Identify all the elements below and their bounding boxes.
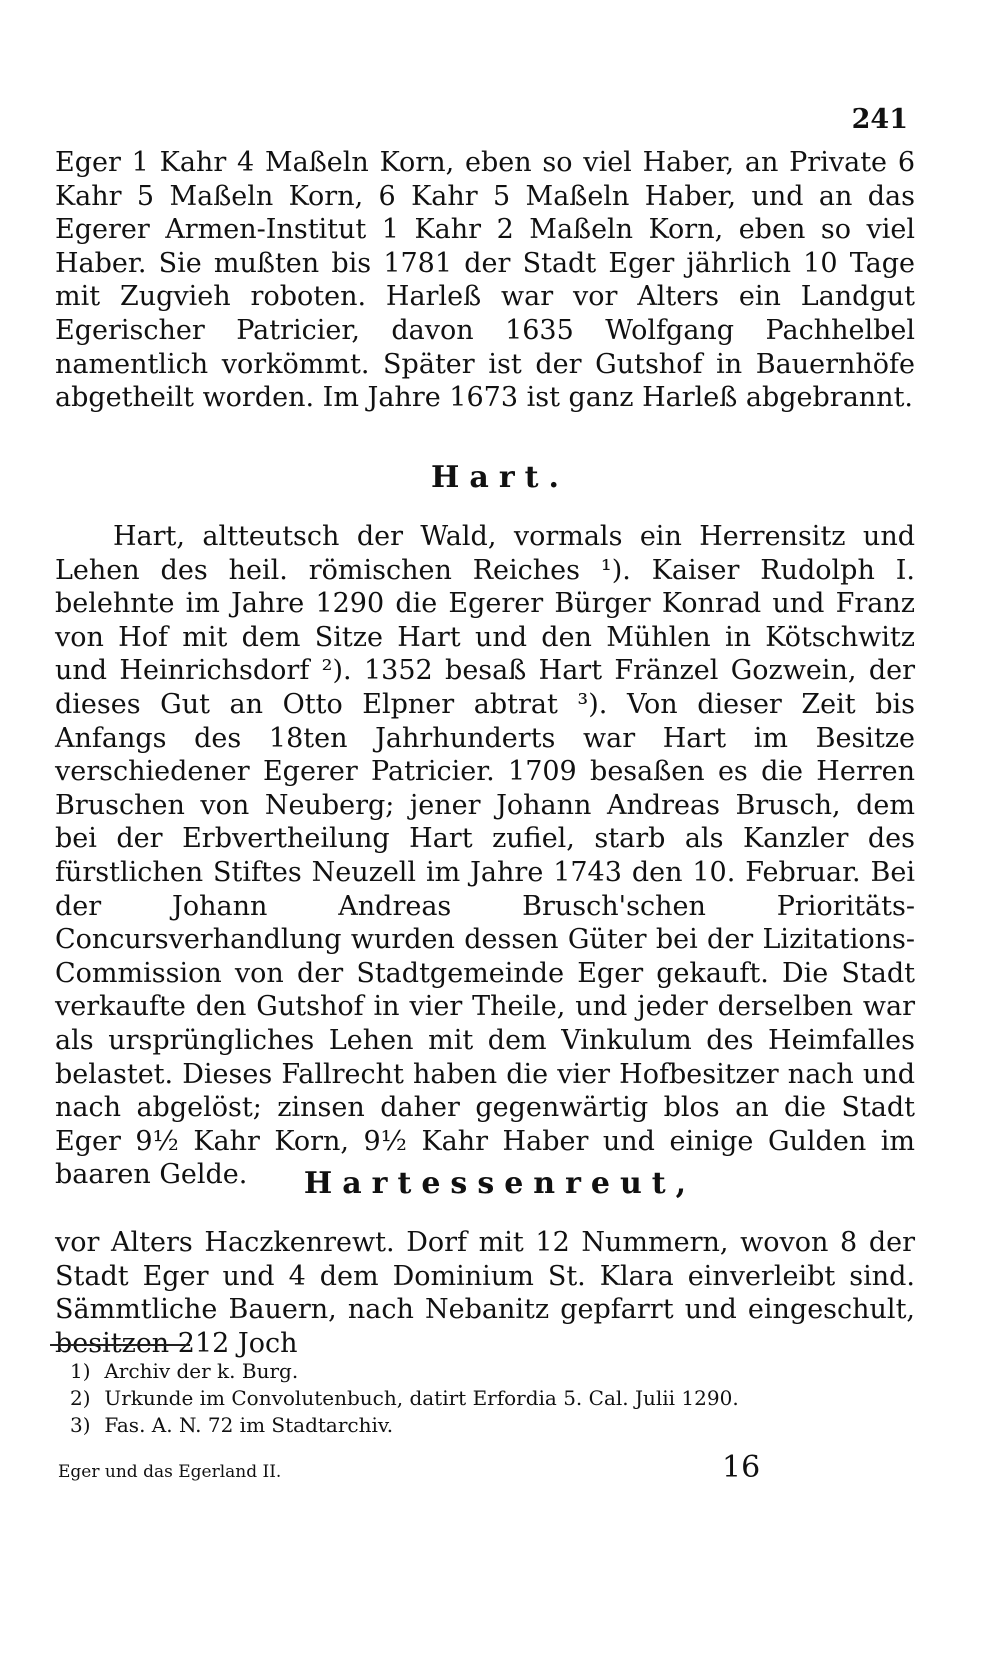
hart-paragraph: Hart, altteutsch der Wald, vormals ein Herrensitz und Lehen des heil. römischen Reiches ¹). Kaiser Rudolph I. belehnte im Jahre 1290 die Egerer Bürger Konrad und Franz von Hof mit dem Sitze Hart und den Mühlen in Kötschwitz und Heinrichsdorf ²). 1352 besaß Hart Fränzel Gozwein, der dieses Gut an Otto Elpner abtrat ³). Von dieser Zeit bis Anfangs des 18ten Jahrhunderts war Hart im Besitze verschiedener Egerer Patricier. 1709 besaßen es die Herren Bruschen von Neuberg; jener Johann Andreas Brusch, dem bei der Erbvertheilung Hart zufiel, starb als Kanzler des fürstlichen Stiftes Neuzell im Jahre 1743 den 10. Februar. Bei der Johann Andreas Brusch'schen Prioritäts-Concursverhandlung wurden dessen Güter bei der Lizitations-Commission von der Stadtgemeinde Eger gekauft. Die Stadt verkaufte den Gutshof in vier Theile, und jeder derselben war als ursprüngliches Lehen mit dem Vinkulum des Heimfalles belastet. Dieses Fallrecht haben die vier Hofbesitzer nach und nach abgelöst; zinsen daher gegenwärtig blos an die Stadt Eger 9½ Kahr Korn, 9½ Kahr Haber und einige Gulden im baaren Gelde. <box>55 521 915 1191</box>
footnotes <box>70 1358 890 1439</box>
footnote-number: 1) <box>70 1359 91 1383</box>
footnote <box>70 1412 890 1439</box>
hart-paragraph-block <box>55 520 915 1192</box>
intro-paragraph: Eger 1 Kahr 4 Maßeln Korn, eben so viel Haber, an Private 6 Kahr 5 Maßeln Korn, 6 Kahr 5 Maßeln Haber, und an das Egerer Armen-Institut 1 Kahr 2 Maßeln Korn, eben so viel Haber. Sie mußten bis 1781 der Stadt Eger jährlich 10 Tage mit Zugvieh roboten. Harleß war vor Alters ein Landgut Egerischer Patricier, davon 1635 Wolfgang Pachhelbel namentlich vorkömmt. Später ist der Gutshof in Bauernhöfe abgetheilt worden. Im Jahre 1673 ist ganz Harleß abgebrannt. <box>55 147 915 414</box>
footnote-number: 2) <box>70 1386 91 1410</box>
page-number: 241 <box>851 104 908 135</box>
signature-line: Eger und das Egerland II. <box>58 1462 282 1482</box>
footnote <box>70 1358 890 1385</box>
section-heading-hartessenreut: Hartessenreut, <box>303 1166 697 1201</box>
sheet-number: 16 <box>722 1450 761 1485</box>
footnote-number: 3) <box>70 1413 91 1437</box>
hartessenreut-paragraph: vor Alters Haczkenrewt. Dorf mit 12 Nummern, wovon 8 der Stadt Eger und 4 dem Dominium St. Klara einverleibt sind. Sämmtliche Bauern, nach Nebanitz gepfarrt und eingeschult, besitzen 212 Joch <box>55 1227 915 1359</box>
hartessenreut-paragraph-block <box>55 1226 915 1360</box>
footnote-text: Urkunde im Convolutenbuch, datirt Erfordia 5. Cal. Julii 1290. <box>104 1386 739 1410</box>
footnote-divider <box>50 1344 190 1346</box>
footnote <box>70 1385 890 1412</box>
footnote-text: Archiv der k. Burg. <box>104 1359 299 1383</box>
intro-paragraph-block <box>55 146 915 415</box>
footnote-text: Fas. A. N. 72 im Stadtarchiv. <box>104 1413 394 1437</box>
section-heading-hart: Hart. <box>431 460 569 495</box>
